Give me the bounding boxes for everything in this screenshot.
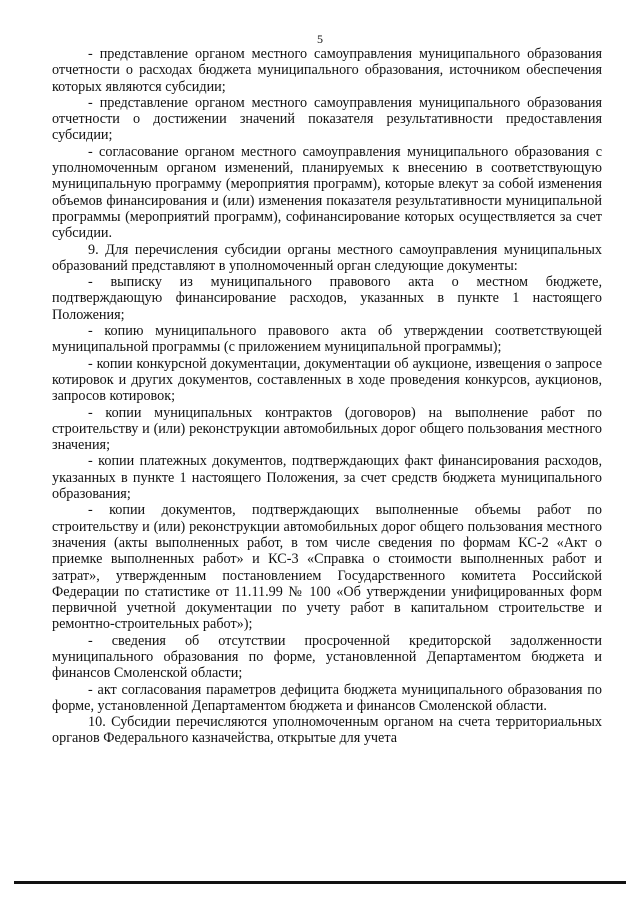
paragraph-tender-docs: - копии конкурсной документации, документации об аукционе, извещения о запросе котировок и других документов, составленных в ходе проведения конкурсов, аукционов, запросов котировок; [52,355,602,405]
paragraph-budget-extract: - выписку из муниципального правового акта о местном бюджете, подтверждающую финансирование расходов, указанных в пункте 1 настоящего Положения; [52,274,602,323]
paragraph-report-expenses: - представление органом местного самоуправления муниципального образования отчетности о расходах бюджета муниципального образования, источником обеспечения которых являются субсидии; [52,46,602,95]
page-number: 5 [317,32,323,46]
paragraph-section-10: 10. Субсидии перечисляются уполномоченным органом на счета территориальных органов Федерального казначейства, открытые для учета [52,714,602,747]
paragraph-contracts: - копии муниципальных контрактов (договоров) на выполнение работ по строительству и (или) реконструкции автомобильных дорог общего пользования местного значения; [52,404,602,454]
paragraph-payment-docs: - копии платежных документов, подтверждающих факт финансирования расходов, указанных в пункте 1 настоящего Положения, за счет средств бюджета муниципального образования; [52,453,602,503]
document-body [52,46,602,747]
page-bottom-rule [14,881,626,884]
paragraph-work-acts: - копии документов, подтверждающих выполненные объемы работ по строительству и (или) реконструкции автомобильных дорог общего пользования местного значения (акты выполненных работ, в том числе сведения по формам КС-2 «Акт о приемке выполненных работ» и КС-3 «Справка о стоимости выполненных работ и затрат», утвержденным постановлением Государственного комитета Российской Федерации по статистике от 11.11.99 № 100 «Об утверждении унифицированных форм первичной учетной документации по учету работ в капитальном строительстве и ремонтно-строительных работ»); [52,502,602,633]
paragraph-section-9: 9. Для перечисления субсидии органы местного самоуправления муниципальных образований представляют в уполномоченный орган следующие документы: [52,241,602,274]
paragraph-report-indicators: - представление органом местного самоуправления муниципального образования отчетности о достижении значений показателя результативности предоставления субсидии; [52,94,602,144]
paragraph-deficit-act: - акт согласования параметров дефицита бюджета муниципального образования по форме, установленной Департаментом бюджета и финансов Смоленской области. [52,681,602,714]
paragraph-coordination: - согласование органом местного самоуправления муниципального образования с уполномоченным органом изменений, планируемых к внесению в соответствующую муниципальную программу (мероприятия программ), которые влекут за собой изменения объемов финансирования и (или) изменения показателя результативности муниципальной программы (мероприятий программ), софинансирование которых осуществляется за счет субсидии. [52,143,602,242]
paragraph-program-copy: - копию муниципального правового акта об утверждении соответствующей муниципальной программы (с приложением муниципальной программы); [52,323,602,356]
paragraph-arrears-info: - сведения об отсутствии просроченной кредиторской задолженности муниципального образования по форме, установленной Департаментом бюджета и финансов Смоленской области; [52,632,602,682]
